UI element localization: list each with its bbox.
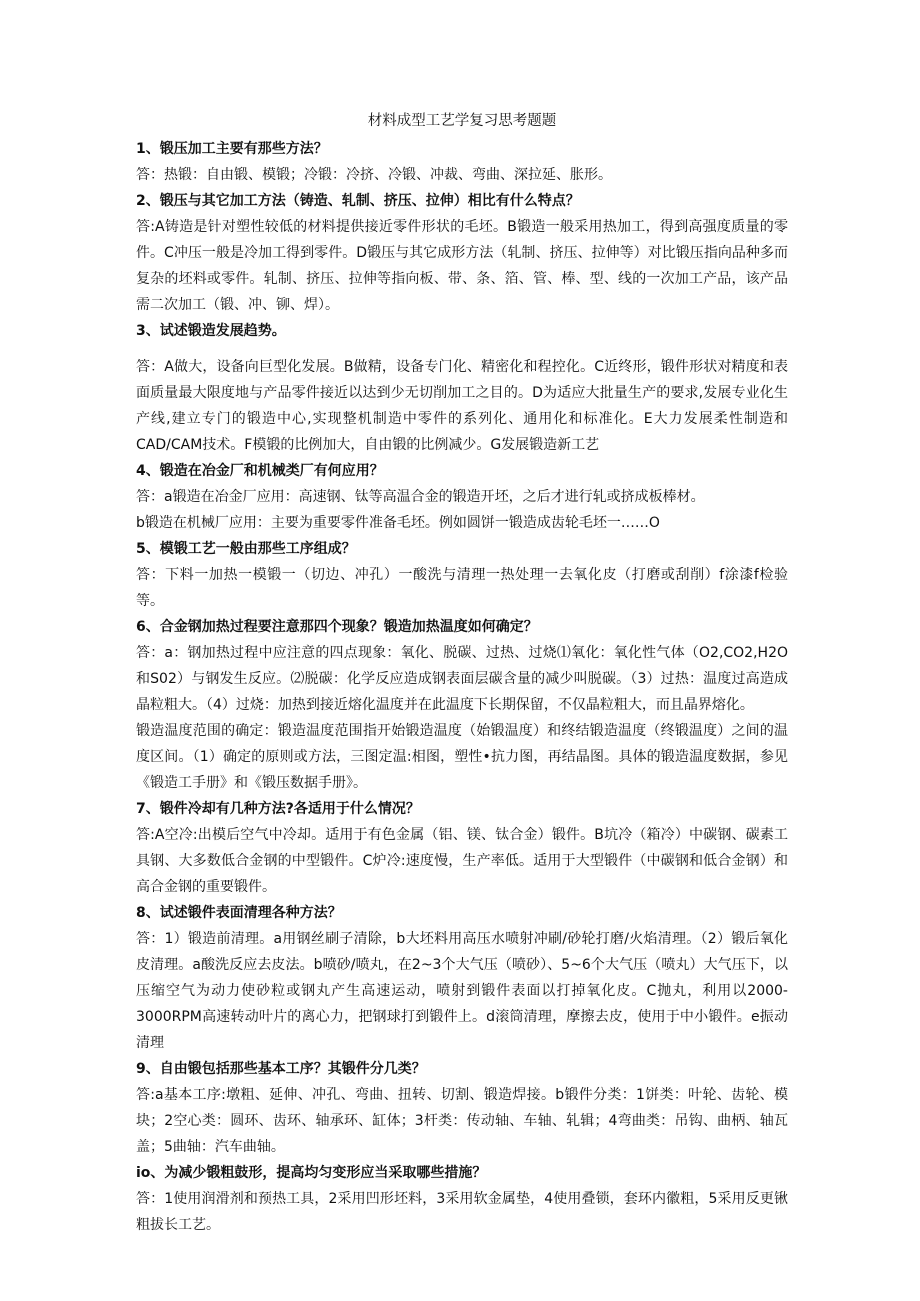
question-7: 7、锻件冷却有几种方法?各适用于什么情况？ xyxy=(136,801,420,817)
answer-4a: 答：a锻造在冶金厂应用：高速钢、钛等高温合金的锻造开坯，之后才进行轧或挤成板棒材。 xyxy=(136,489,705,505)
answer-5: 答：下料一加热一模锻一（切边、冲孔）一酸洗与清理一热处理一去氧化皮（打磨或刮削）f涂漆f检验等。 xyxy=(136,567,788,609)
answer-7: 答:A空冷:出模后空气中冷却。适用于有色金属（铝、镁、钛合金）锻件。B坑冷（箱冷）中碳钢、碳素工具钢、大多数低合金钢的中型锻件。C炉冷:速度慢，生产率低。适用于大型锻件（中碳钢和低合金钢）和高合金钢的重要锻件。 xyxy=(136,827,788,895)
document-title: 材料成型工艺学复习思考题题 xyxy=(367,113,557,129)
answer-6a: 答：a：钢加热过程中应注意的四点现象：氧化、脱碳、过热、过烧⑴氧化：氧化性气体（O2,CO2,H2O和S02）与钢发生反应。⑵脱碳：化学反应造成钢表面层碳含量的减少叫脱碳。（3）过热：温度过高造成晶粒粗大。（4）过烧：加热到接近熔化温度并在此温度下长期保留，不仅晶粒粗大，而且晶界熔化。 xyxy=(136,645,788,713)
answer-1: 答：热锻：自由锻、模锻；冷锻：冷挤、冷锻、冲裁、弯曲、深拉延、胀形。 xyxy=(136,167,612,183)
question-3: 3、试述锻造发展趋势。 xyxy=(136,323,286,339)
document-page xyxy=(136,108,788,1238)
question-10: io、为减少锻粗鼓形，提高均匀变形应当采取哪些措施？ xyxy=(136,1165,487,1181)
question-4: 4、锻造在冶金厂和机械类厂有何应用？ xyxy=(136,463,384,479)
answer-8: 答：1）锻造前清理。a用钢丝刷子清除，b大坯料用高压水喷射冲刷/砂轮打磨/火焰清理。（2）锻后氧化皮清理。a酸洗反应去皮法。b喷砂/喷丸，在2~3个大气压（喷砂）、5~6个大气压（喷丸）大气压下，以压缩空气为动力使砂粒或钢丸产生高速运动，喷射到锻件表面以打掉氧化皮。C抛丸，利用以2000-3000RPM高速转动叶片的离心力，把钢球打到锻件上。d滚筒清理，摩擦去皮，使用于中小锻件。e振动清理 xyxy=(136,931,788,1051)
question-6: 6、合金钢加热过程要注意那四个现象？锻造加热温度如何确定？ xyxy=(136,619,538,635)
answer-2: 答:A铸造是针对塑性较低的材料提供接近零件形状的毛坯。B锻造一般采用热加工，得到高强度质量的零件。C冲压一般是冷加工得到零件。D锻压与其它成形方法（轧制、挤压、拉伸等）对比锻压指向品种多而复杂的坯料或零件。轧制、挤压、拉伸等指向板、带、条、箔、管、棒、型、线的一次加工产品，该产品需二次加工（锻、冲、铆、焊）。 xyxy=(136,219,788,313)
answer-4b: b锻造在机械厂应用：主要为重要零件准备毛坯。例如圆饼一锻造成齿轮毛坯一……O xyxy=(136,515,660,531)
question-2: 2、锻压与其它加工方法（铸造、轧制、挤压、拉伸）相比有什么特点？ xyxy=(136,193,580,209)
answer-9: 答:a基本工序:墩粗、延伸、冲孔、弯曲、扭转、切割、锻造焊接。b锻件分类：1饼类：叶轮、齿轮、模块；2空心类：圆环、齿环、轴承环、缸体；3杆类：传动轴、车轴、轧辑；4弯曲类：吊钩、曲柄、轴瓦盖；5曲轴：汽车曲轴。 xyxy=(136,1087,788,1155)
answer-6b: 锻造温度范围的确定：锻造温度范围指开始锻造温度（始锻温度）和终结锻造温度（终锻温度）之间的温度区间。（1）确定的原则或方法，三图定温:相图，塑性•抗力图，再结晶图。具体的锻造温度数据，参见《锻造工手册》和《锻压数据手册》。 xyxy=(136,723,788,791)
question-5: 5、模锻工艺一般由那些工序组成？ xyxy=(136,541,356,557)
question-8: 8、试述锻件表面清理各种方法？ xyxy=(136,905,342,921)
question-1: 1、锻压加工主要有那些方法？ xyxy=(136,141,328,157)
question-9: 9、自由锻包括那些基本工序？其锻件分几类？ xyxy=(136,1061,426,1077)
answer-10: 答：1使用润滑剂和预热工具，2采用凹形坯料，3采用软金属垫，4使用叠锁，套环内徽粗，5采用反更锹粗拔长工艺。 xyxy=(136,1191,788,1233)
answer-3: 答：A做大，设备向巨型化发展。B做精，设备专门化、精密化和程控化。C近终形，锻件形状对精度和表面质量最大限度地与产品零件接近以达到少无切削加工之目的。D为适应大批量生产的要求,发展专业化生产线,建立专门的锻造中心,实现整机制造中零件的系列化、通用化和标准化。E大力发展柔性制造和CAD/CAM技术。F模锻的比例加大，自由锻的比例减少。G发展锻造新工艺 xyxy=(136,359,788,453)
